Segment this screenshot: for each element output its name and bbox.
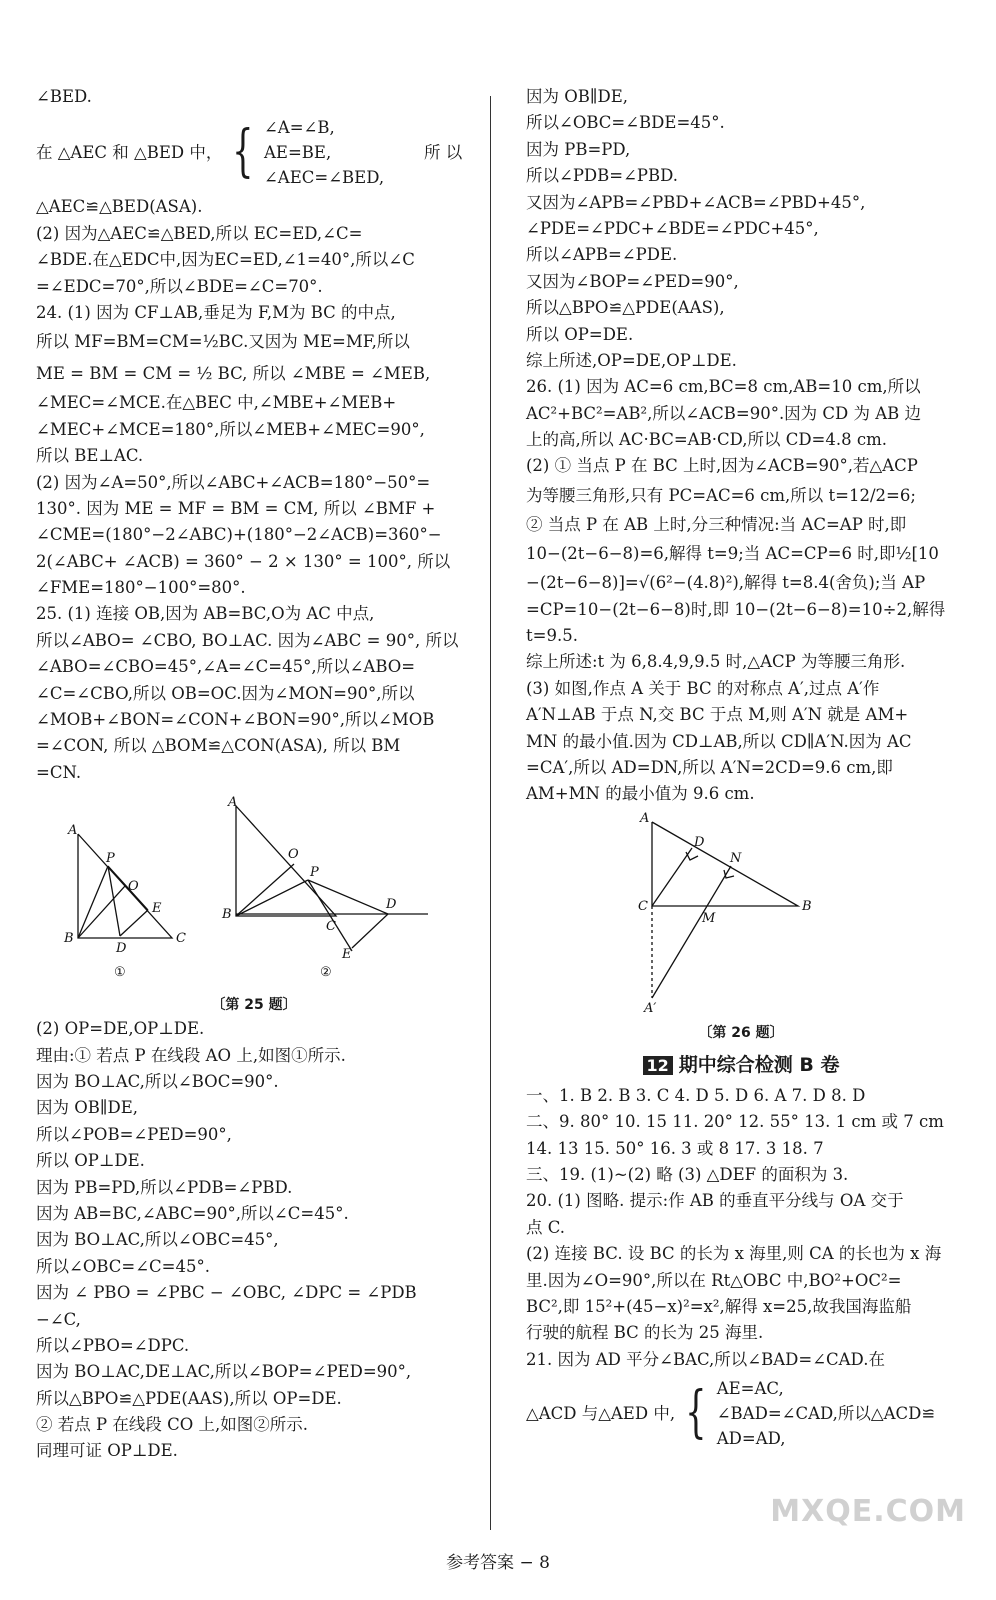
text-line: ∠BDE.在△EDC中,因为EC=ED,∠1=40°,所以∠C: [36, 250, 415, 270]
text-line: ∠BED.: [36, 87, 92, 106]
text-line: 25. (1) 连接 OB,因为 AB=BC,O为 AC 中点,: [36, 604, 375, 624]
text-line: (2) 因为△AEC≌△BED,所以 EC=ED,∠C=: [36, 223, 363, 243]
text-line: 行驶的航程 BC 的长为 25 海里.: [526, 1323, 764, 1343]
text-line: 14. 13 15. 50° 16. 3 或 8 17. 3 18. 7: [526, 1138, 824, 1158]
text-line: 所以△BPO≌△PDE(AAS),所以 OP=DE.: [36, 1388, 342, 1408]
text-line: 所以 MF=BM=CM=½BC.又因为 ME=MF,所以: [36, 332, 410, 352]
text-line: 因为 OB∥DE,: [36, 1098, 139, 1118]
text-line: 二、9. 80° 10. 15 11. 20° 12. 55° 13. 1 cm 或 7 cm: [526, 1112, 944, 1132]
text-line: ∠PDE=∠PDC+∠BDE=∠PDC+45°,: [526, 218, 819, 238]
svg-text:D: D: [116, 941, 127, 957]
text-line: 所以∠OBC=∠BDE=45°.: [526, 113, 725, 133]
svg-text:A′: A′: [644, 1000, 657, 1014]
text-line: ME = BM = CM = ½ BC, 所以 ∠MBE = ∠MEB,: [36, 364, 431, 384]
text-line: ∠MEC=∠MCE.在△BEC 中,∠MBE+∠MEB+: [36, 393, 397, 413]
text-line: ∠CME=(180°−2∠ABC)+(180°−2∠ACB)=360°−: [36, 525, 442, 545]
figure-25: [36, 786, 472, 1016]
brace-item: AE=AC,: [716, 1378, 784, 1398]
fig-label: ②: [320, 965, 332, 981]
brace-item: ∠BAD=∠CAD,所以△ACD≌: [716, 1403, 936, 1423]
svg-text:A: A: [68, 823, 78, 839]
text-line: 10−(2t−6−8)=6,解得 t=9;当 AC=CP=6 时,即½[10: [526, 544, 939, 564]
text-line: 所以△BPO≌△PDE(AAS),: [526, 298, 725, 318]
svg-text:D: D: [386, 897, 397, 913]
text-line: 因为 PB=PD,所以∠PDB=∠PBD.: [36, 1177, 293, 1197]
text-line: 点 C.: [526, 1217, 566, 1237]
text-line: 所以 OP⊥DE.: [36, 1151, 145, 1171]
text-line: ∠ABO=∠CBO=45°,∠A=∠C=45°,所以∠ABO=: [36, 657, 416, 677]
svg-text:P: P: [310, 865, 319, 881]
text-line: 21. 因为 AD 平分∠BAC,所以∠BAD=∠CAD.在: [526, 1349, 885, 1369]
text-line: 三、19. (1)~(2) 略 (3) △DEF 的面积为 3.: [526, 1164, 849, 1184]
text-line: 一、1. B 2. B 3. C 4. D 5. D 6. A 7. D 8. D: [526, 1085, 866, 1105]
figure-26: [526, 808, 956, 1040]
text-line: 130°. 因为 ME = MF = BM = CM, 所以 ∠BMF +: [36, 498, 436, 518]
text-line: BC²,即 15²+(45−x)²=x²,解得 x=25,故我国海监船: [526, 1296, 912, 1316]
svg-text:A: A: [228, 795, 238, 811]
text-line: 理由:① 若点 P 在线段 AO 上,如图①所示.: [36, 1045, 346, 1065]
text-line: 所以∠PBO=∠DPC.: [36, 1335, 190, 1355]
svg-text:O: O: [288, 847, 299, 863]
section-number-badge: 12: [643, 1056, 673, 1075]
left-brace-icon: {: [685, 1380, 707, 1446]
figure-caption: 〔第 25 题〕: [211, 997, 297, 1014]
svg-text:B: B: [64, 931, 74, 947]
figure-caption: 〔第 26 题〕: [698, 1024, 784, 1041]
text-line: 24. (1) 因为 CF⊥AB,垂足为 F,M为 BC 的中点,: [36, 302, 396, 322]
brace-system-1: [36, 110, 472, 194]
text-line: =CA′,所以 AD=DN,所以 A′N=2CD=9.6 cm,即: [526, 757, 893, 777]
text-line: 里.因为∠O=90°,所以在 Rt△OBC 中,BO²+OC²=: [526, 1270, 902, 1290]
text-line: 同理可证 OP⊥DE.: [36, 1441, 178, 1461]
svg-text:E: E: [342, 947, 352, 963]
column-divider: [490, 96, 491, 1530]
brace-item: ∠A=∠B,: [263, 117, 335, 137]
brace-items: [264, 115, 414, 190]
svg-text:C: C: [176, 931, 186, 947]
brace-prefix: 在 △AEC 和 △BED 中，: [36, 142, 223, 162]
text-line: 又因为∠APB=∠PBD+∠ACB=∠PBD+45°,: [526, 192, 866, 212]
text-line: 所以∠OBC=∠C=45°.: [36, 1256, 210, 1276]
left-brace-icon: {: [232, 119, 254, 185]
svg-text:C: C: [638, 898, 648, 914]
text-line: =∠CON, 所以 △BOM≌△CON(ASA), 所以 BM: [36, 736, 401, 756]
figure-25-diagram: [36, 786, 472, 986]
text-line: 因为 AB=BC,∠ABC=90°,所以∠C=45°.: [36, 1203, 349, 1223]
text-line: AC²+BC²=AB²,所以∠ACB=90°.因为 CD 为 AB 边: [526, 403, 922, 423]
brace-item: AD=AD,: [716, 1428, 786, 1448]
svg-text:P: P: [106, 851, 115, 867]
text-line: 因为 OB∥DE,: [526, 87, 629, 106]
text-line: 所以∠APB=∠PDE.: [526, 245, 678, 265]
text-line: ∠MEC+∠MCE=180°,所以∠MEB+∠MEC=90°,: [36, 419, 425, 439]
text-line: 所以 BE⊥AC.: [36, 446, 144, 466]
text-line: 因为 BO⊥AC,所以∠BOC=90°.: [36, 1071, 279, 1091]
svg-text:M: M: [702, 910, 716, 926]
text-line: ∠C=∠CBO,所以 OB=OC.因为∠MON=90°,所以: [36, 683, 415, 703]
brace-item: ∠AEC=∠BED,: [263, 167, 385, 187]
text-line: 为等腰三角形,只有 PC=AC=6 cm,所以 t=12/2=6;: [526, 485, 916, 505]
text-line: (3) 如图,作点 A 关于 BC 的对称点 A′,过点 A′作: [526, 678, 880, 698]
text-line: 所以∠POB=∠PED=90°,: [36, 1124, 232, 1144]
brace-item: AE=BE,: [263, 142, 332, 162]
text-line: △AEC≌△BED(ASA).: [36, 197, 203, 217]
brace-prefix: △ACD 与△AED 中,: [526, 1403, 676, 1423]
section-heading: [526, 1050, 956, 1077]
text-line: ∠MOB+∠BON=∠CON+∠BON=90°,所以∠MOB: [36, 710, 435, 730]
text-line: =∠EDC=70°,所以∠BDE=∠C=70°.: [36, 276, 323, 296]
text-line: 综上所述,OP=DE,OP⊥DE.: [526, 350, 737, 370]
text-line: −∠C,: [36, 1309, 81, 1329]
text-line: (2) OP=DE,OP⊥DE.: [36, 1019, 205, 1039]
svg-text:A: A: [640, 810, 650, 826]
text-line: t=9.5.: [526, 626, 578, 646]
text-line: 20. (1) 图略. 提示:作 AB 的垂直平分线与 OA 交于: [526, 1191, 904, 1211]
text-line: (2) 连接 BC. 设 BC 的长为 x 海里,则 CA 的长也为 x 海: [526, 1244, 942, 1264]
text-line: 2(∠ABC+ ∠ACB) = 360° − 2 × 130° = 100°, 所以: [36, 551, 451, 571]
text-line: 26. (1) 因为 AC=6 cm,BC=8 cm,AB=10 cm,所以: [526, 377, 921, 397]
text-line: ② 若点 P 在线段 CO 上,如图②所示.: [36, 1415, 308, 1435]
page-footer: 参考答案 − 8: [446, 1553, 550, 1573]
text-line: 所以∠ABO= ∠CBO, BO⊥AC. 因为∠ABC = 90°, 所以: [36, 630, 459, 650]
text-line: −(2t−6−8)]=√(6²−(4.8)²),解得 t=8.4(舍负);当 AP: [526, 573, 926, 593]
text-line: 因为 PB=PD,: [526, 139, 631, 159]
text-line: 综上所述:t 为 6,8.4,9,9.5 时,△ACP 为等腰三角形.: [526, 652, 906, 672]
text-line: =CN.: [36, 762, 82, 782]
text-line: (2) ① 当点 P 在 BC 上时,因为∠ACB=90°,若△ACP: [526, 456, 918, 476]
text-line: 所以 OP=DE.: [526, 324, 634, 344]
brace-system-2: [526, 1373, 956, 1453]
svg-text:B: B: [802, 898, 812, 914]
left-column: [36, 84, 472, 1465]
section-title: 期中综合检测 B 卷: [678, 1053, 840, 1076]
svg-text:B: B: [222, 907, 232, 923]
watermark-logo: MXQE.COM: [770, 1494, 966, 1529]
right-column: [526, 84, 956, 1453]
text-line: ② 当点 P 在 AB 上时,分三种情况:当 AC=AP 时,即: [526, 514, 907, 534]
text-line: 又因为∠BOP=∠PED=90°,: [526, 271, 739, 291]
text-line: MN 的最小值.因为 CD⊥AB,所以 CD∥A′N.因为 AC: [526, 731, 912, 751]
text-line: 所以∠PDB=∠PBD.: [526, 166, 679, 186]
text-line: 因为 BO⊥AC,所以∠OBC=45°,: [36, 1230, 279, 1250]
svg-text:N: N: [730, 850, 742, 866]
text-line: A′N⊥AB 于点 N,交 BC 于点 M,则 A′N 就是 AM+: [526, 705, 909, 725]
svg-text:C: C: [326, 919, 336, 935]
svg-text:E: E: [152, 901, 162, 917]
figure-26-diagram: [526, 808, 956, 1014]
brace-items: [717, 1376, 935, 1451]
svg-text:D: D: [694, 834, 705, 850]
text-line: 因为 BO⊥AC,DE⊥AC,所以∠BOP=∠PED=90°,: [36, 1362, 412, 1382]
text-line: ∠FME=180°−100°=80°.: [36, 578, 246, 598]
svg-text:O: O: [128, 879, 139, 895]
text-line: 上的高,所以 AC·BC=AB·CD,所以 CD=4.8 cm.: [526, 430, 887, 450]
text-line: =CP=10−(2t−6−8)时,即 10−(2t−6−8)=10÷2,解得: [526, 599, 946, 619]
fig-label: ①: [114, 965, 126, 981]
text-line: AM+MN 的最小值为 9.6 cm.: [526, 784, 755, 804]
brace-suffix: 所 以: [423, 142, 463, 162]
text-line: 因为 ∠ PBO = ∠PBC − ∠OBC, ∠DPC = ∠PDB: [36, 1283, 417, 1303]
text-line: (2) 因为∠A=50°,所以∠ABC+∠ACB=180°−50°=: [36, 472, 431, 492]
